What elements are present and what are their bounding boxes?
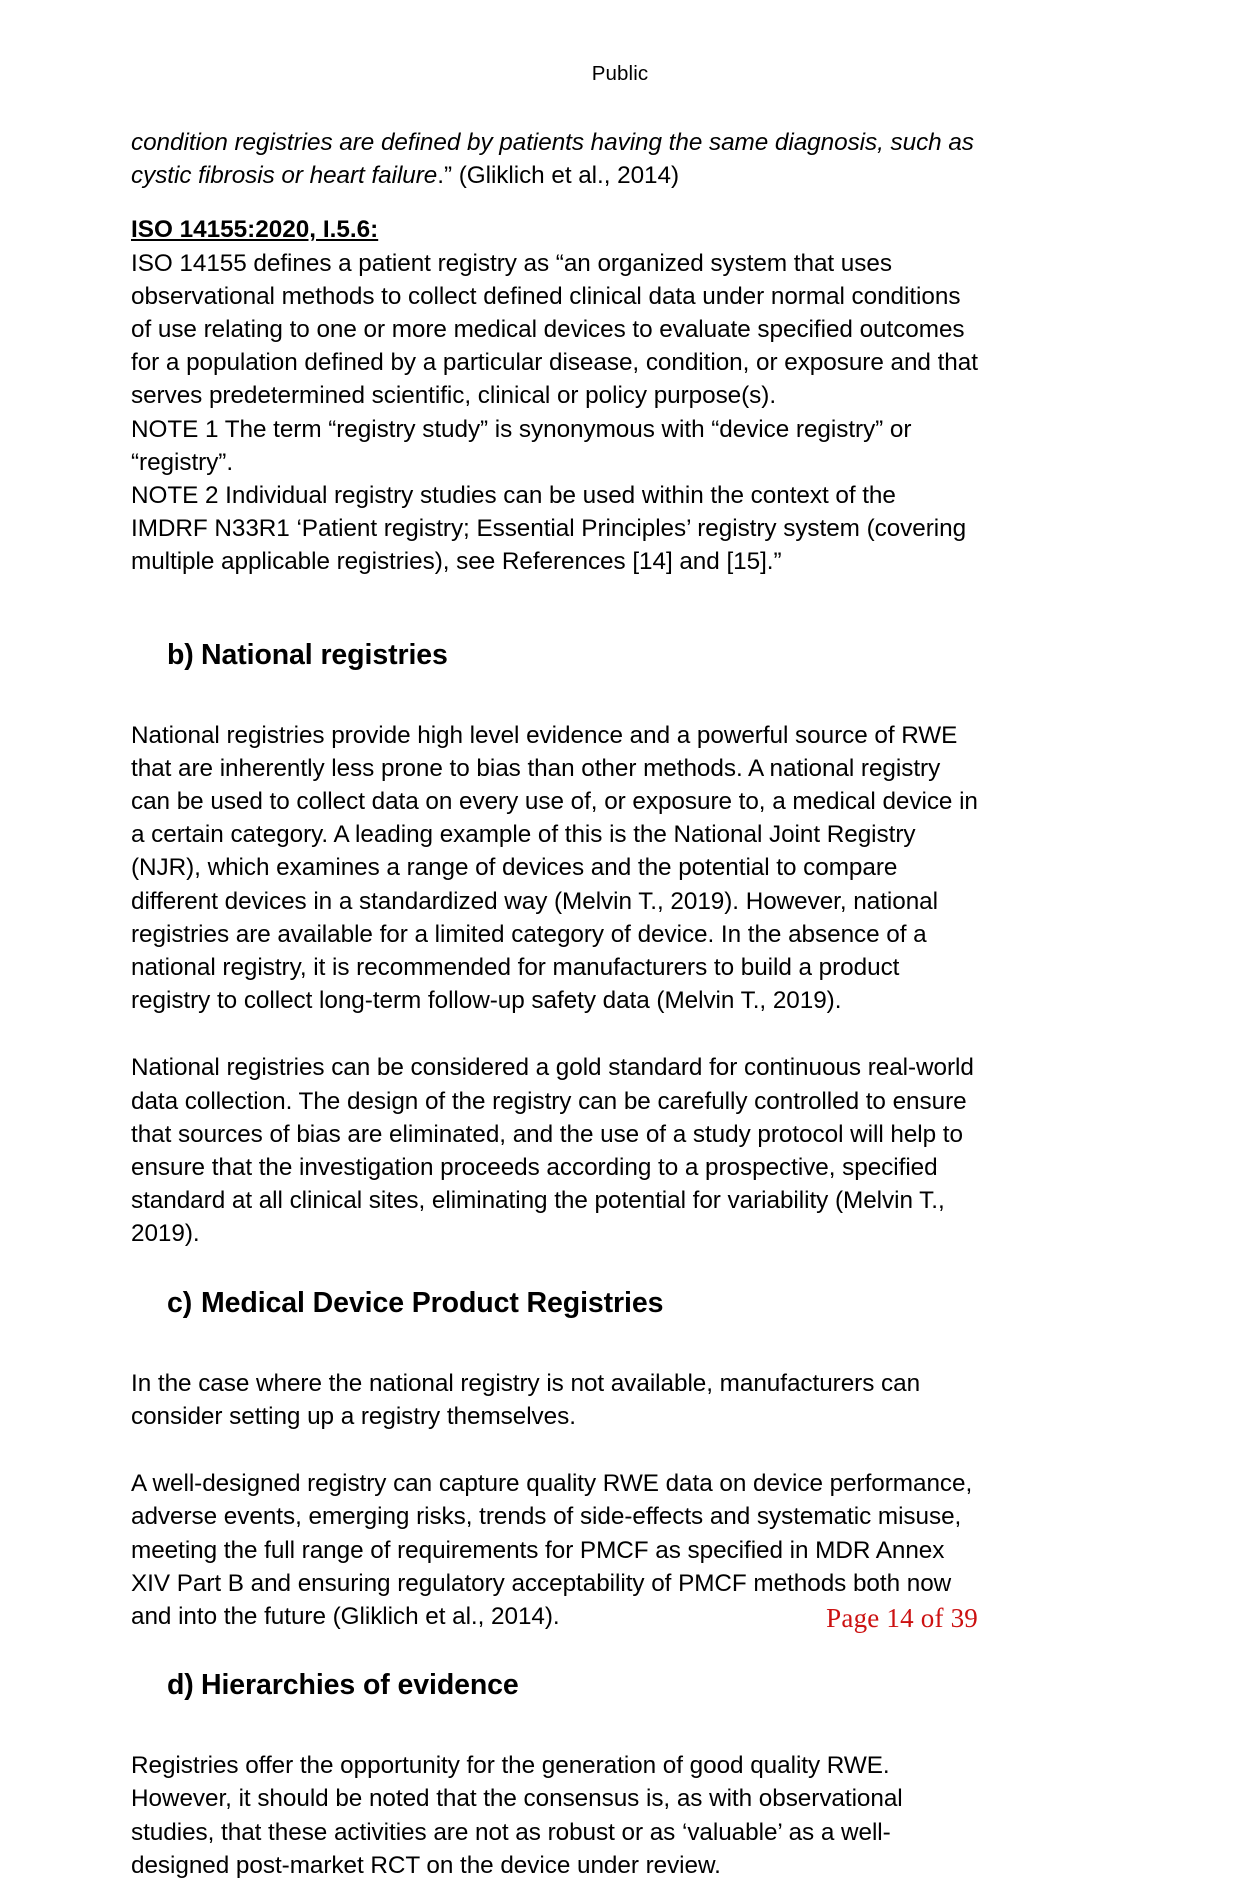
section-heading-b (131, 637, 979, 673)
iso-note-2-paragraph: NOTE 2 Individual registry studies can be used within the context of the IMDRF N33R1 ‘Patient registry; Essential Principles’ registry system (covering multiple applicable registries), see References [14] and [15].” (131, 482, 967, 576)
section-marker-b: b) (167, 638, 194, 671)
quote-citation-text: .” (Gliklich et al., 2014) (437, 162, 680, 190)
spacer (131, 1017, 979, 1051)
spacer (131, 1433, 979, 1467)
section-d-paragraph-1: Registries offer the opportunity for the generation of good quality RWE. However, it should be noted that the consensus is, as with observational studies, that these activities are not as robust or as ‘valuable’ as a well-designed post-market RCT on the device under review. (131, 1752, 903, 1879)
spacer (131, 1633, 979, 1667)
iso-note-1-paragraph: NOTE 1 The term “registry study” is synonymous with “device registry” or “registry”. (131, 415, 912, 476)
section-c-paragraph-1: In the case where the national registry is not available, manufacturers can consider setting up a registry themselves. (131, 1369, 921, 1430)
spacer (131, 579, 979, 637)
quote-italic-text: condition registries are defined by patients having the same diagnosis, such as cystic fibrosis or heart failure (131, 129, 974, 190)
spacer (131, 1703, 979, 1749)
section-title-c: Medical Device Product Registries (201, 1286, 664, 1319)
section-b-paragraph-1: National registries provide high level evidence and a powerful source of RWE that are inherently less prone to bias than other methods. A national registry can be used to collect data on every use of, or exposure to, a medical device in a certain category. A leading example of this is the National Joint Registry (NJR), which examines a range of devices and the potential to compare different devices in a standardized way (Melvin T., 2019). However, national registries are available for a limited category of device. In the absence of a national registry, it is recommended for manufacturers to build a product registry to collect long-term follow-up safety data (Melvin T., 2019). (131, 721, 978, 1015)
page-footer (0, 1603, 1240, 1634)
section-title-d: Hierarchies of evidence (201, 1669, 519, 1702)
iso-subheading: ISO 14155:2020, I.5.6: (131, 216, 379, 244)
section-heading-c (131, 1285, 979, 1321)
page-header (0, 62, 1240, 86)
section-marker-c: c) (167, 1286, 193, 1319)
quote-continuation-paragraph (131, 126, 979, 192)
section-b-paragraph-2: National registries can be considered a gold standard for continuous real-world data collection. The design of the registry can be carefully controlled to ensure that sources of bias are eliminated, and the use of a study protocol will help to ensure that the investigation proceeds according to a prospective, specified standard at all clinical sites, eliminating the potential for variability (Melvin T., 2019). (131, 1054, 974, 1248)
section-c-paragraph-2: A well-designed registry can capture quality RWE data on device performance, adverse events, emerging risks, trends of side-effects and systematic misuse, meeting the full range of requirements for PMCF as specified in MDR Annex XIV Part B and ensuring regulatory acceptability of PMCF methods both now and into the future (Gliklich et al., 2014). (131, 1470, 973, 1630)
spacer (131, 673, 979, 719)
spacer (131, 192, 979, 213)
spacer (131, 1321, 979, 1367)
section-marker-d: d) (167, 1669, 194, 1702)
section-title-b: National registries (201, 638, 448, 671)
spacer (131, 1251, 979, 1285)
section-heading-d (131, 1667, 979, 1703)
page-number-label: Page 14 of 39 (826, 1603, 978, 1633)
iso-definition-paragraph: ISO 14155 defines a patient registry as “an organized system that uses observational methods to collect defined clinical data under normal conditions of use relating to one or more medical devices to evaluate specified outcomes for a population defined by a particular disease, condition, or exposure and that serves predetermined scientific, clinical or policy purpose(s). (131, 249, 978, 410)
classification-label: Public (591, 62, 649, 85)
